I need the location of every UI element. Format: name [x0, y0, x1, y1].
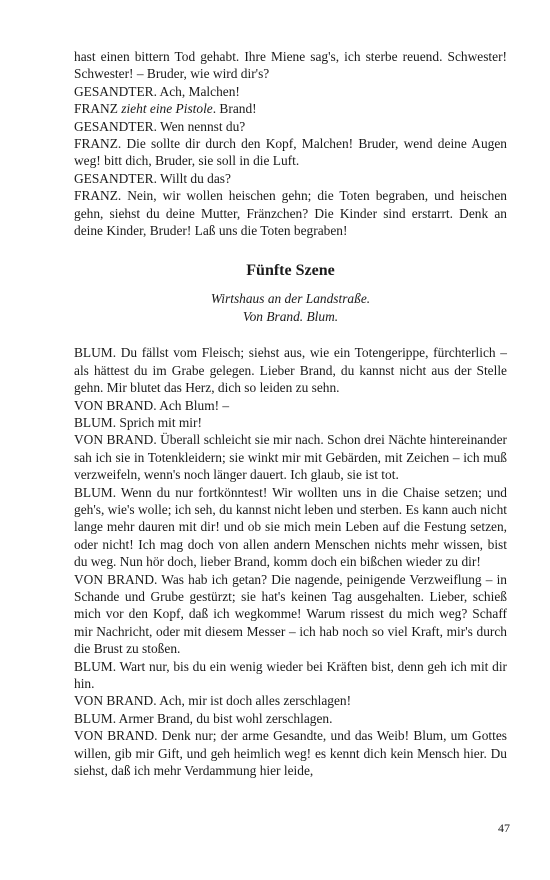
scene-setting-characters: Von Brand. Blum.	[242, 308, 339, 324]
speech-paragraph: GESANDTER. Ach, Malchen!	[74, 83, 240, 99]
speech-paragraph: BLUM. Armer Brand, du bist wohl zerschlagen.	[74, 710, 333, 726]
speech-paragraph: GESANDTER. Willt du das?	[74, 170, 231, 186]
book-page	[74, 48, 507, 779]
speech-paragraph: BLUM. Wenn du nur fortkönntest! Wir wollten uns in die Chaise setzen; und geh's, wie's wolle; ich seh, du kannst nicht leben und sterben. Es kann auch nicht lange mehr dauren mit dir! und ob sie mich mein Leben auf die Festung setzen, oder nicht! Ich mag doch von allen andern Menschen nichts mehr wissen, bist du weg. Nun hör doch, lieber Brand, komm doch ein bißchen wieder zu dir!	[74, 484, 507, 570]
speech-paragraph: BLUM. Du fällst vom Fleisch; siehst aus, wie ein Totengerippe, fürchterlich – als hättest du im Grabe gelegen. Lieber Brand, du kannst nicht aus der Stelle gehn. Mir blutet das Herz, dich so leiden zu sehn.	[74, 345, 507, 396]
speech-paragraph-with-stage-direction	[74, 100, 507, 117]
scene-setting-location: Wirtshaus an der Landstraße.	[210, 291, 371, 307]
page-number: 47	[498, 821, 510, 835]
speech-paragraph: VON BRAND. Ach Blum! –	[74, 397, 230, 413]
speech-paragraph: VON BRAND. Überall schleicht sie mir nach. Schon drei Nächte hintereinander sah ich sie in Totenkleidern; sie winkt mir mit Gebärden, mit Zeichen – ich muß verzweifeln, wenn's noch länger dauert. Ich glaub, sie ist tot.	[74, 432, 507, 483]
speech-paragraph: VON BRAND. Denk nur; der arme Gesandte, und das Weib! Blum, um Gottes willen, gib mir Gift, und geh heimlich weg! es kennt dich kein Mensch hier. Du siehst, daß ich mehr Verdammung hier leide,	[74, 728, 507, 779]
scene-setting	[74, 290, 507, 325]
speech-paragraph: BLUM. Wart nur, bis du ein wenig wieder bei Kräften bist, denn geh ich mit dir hin.	[74, 658, 507, 691]
speech-paragraph: GESANDTER. Wen nennst du?	[74, 118, 246, 134]
speech-paragraph: FRANZ. Nein, wir wollen heischen gehn; die Toten begraben, und heischen gehn, siehst du deine Mutter, Fränzchen? Die Kinder sind erstarrt. Denk an deine Kinder, Bruder! Laß uns die Toten begraben!	[74, 188, 507, 239]
scene-spacer	[74, 325, 507, 344]
speech-paragraph: VON BRAND. Ach, mir ist doch alles zerschlagen!	[74, 693, 352, 709]
scene-title: Fünfte Szene	[246, 262, 335, 280]
stage-direction: zieht eine Pistole	[121, 101, 213, 117]
speech-text: . Brand!	[212, 101, 257, 117]
speech-paragraph: BLUM. Sprich mit mir!	[74, 414, 202, 430]
speaker-name: FRANZ	[74, 101, 122, 117]
speech-paragraph: FRANZ. Die sollte dir durch den Kopf, Malchen! Bruder, wend deine Augen weg! bitt dich, Bruder, sie soll in die Luft.	[74, 136, 507, 169]
speech-paragraph: hast einen bittern Tod gehabt. Ihre Miene sag's, ich sterbe reuend. Schwester! Schwester! – Bruder, wie wird dir's?	[74, 49, 507, 82]
speech-paragraph: VON BRAND. Was hab ich getan? Die nagende, peinigende Verzweiflung – in Schande und Grube gestürzt; sie hat's keinen Tag ausgehalten. Lieber, schieß mich vor den Kopf, daß ich wegkomme! Warum rissest du mich weg? Schaff mir Nachricht, oder mit diesem Messer – ich hab noch so viel Kraft, mir's durch die Brust zu stoßen.	[74, 571, 507, 657]
